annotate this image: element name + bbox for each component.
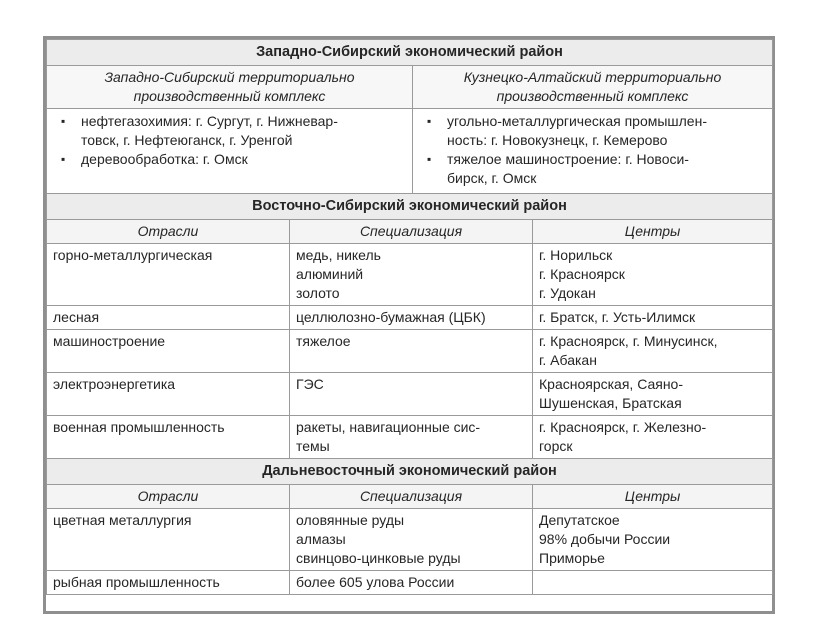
cell-line: г. Красноярск, г. Железно- [539,419,707,435]
cell-centers [533,416,773,459]
cell-line: Западно-Сибирский территориально [104,69,355,85]
cell-line: медь, никель [296,247,381,263]
table-row [47,509,773,571]
cell-line: алмазы [296,531,346,547]
cell-line: лесная [53,309,100,325]
complex-items-1 [413,109,773,194]
cell-branch [47,416,290,459]
cell-line: г. Абакан [539,352,597,368]
cell-spec [290,244,533,306]
cell-branch [47,509,290,571]
cell-line: целлюлозно-бумажная (ЦБК) [296,309,486,325]
cell-line: цветная металлургия [53,512,192,528]
table-row [47,373,773,416]
cell-line: производственный комплекс [496,88,689,104]
region-title-east-siberia: Восточно-Сибирский экономический район [47,194,773,220]
table-row [47,416,773,459]
complex-title-1 [413,66,773,109]
list-item [53,150,406,169]
table-row [47,571,773,595]
complex-item-list [419,112,766,188]
bullet-icon: ▪ [427,114,432,128]
cell-spec [290,330,533,373]
cell-line: нефтегазохимия: г. Сургут, г. Нижневар- [81,113,338,129]
column-header-1: Специализация [290,485,533,509]
cell-line: горск [539,438,573,454]
cell-line: машиностроение [53,333,166,349]
cell-centers [533,244,773,306]
cell-line: 98% добычи России [539,531,671,547]
complex-title-0 [47,66,413,109]
list-item-text [447,150,766,188]
table-row [47,244,773,306]
cell-line: Красноярская, Саяно- [539,376,684,392]
cell-line: Приморье [539,550,605,566]
table-row [47,306,773,330]
cell-line: г. Братск, г. Усть-Илимск [539,309,696,325]
cell-branch [47,244,290,306]
cell-line: Шушенская, Братская [539,395,682,411]
complex-items-0 [47,109,413,194]
cell-centers [533,571,773,595]
cell-line: г. Удокан [539,285,596,301]
region-title-far-east: Дальневосточный экономический район [47,459,773,485]
list-item-text [447,112,766,150]
region-title-west-siberia: Западно-Сибирский экономический район [47,40,773,66]
cell-line: золото [296,285,340,301]
cell-spec [290,416,533,459]
cell-centers [533,373,773,416]
cell-line: рыбная промышленность [53,574,220,590]
cell-line: бирск, г. Омск [447,170,537,186]
list-item-text [81,112,406,150]
cell-spec [290,571,533,595]
column-header-2: Центры [533,485,773,509]
cell-spec [290,306,533,330]
cell-branch [47,330,290,373]
list-item-text [81,150,406,169]
list-item [419,150,766,188]
cell-line: оловянные руды [296,512,405,528]
cell-line: темы [296,438,330,454]
cell-branch [47,306,290,330]
economic-regions-table-frame [43,36,775,614]
table-row [47,330,773,373]
cell-line [539,573,766,592]
cell-line: более 605 улова России [296,574,455,590]
cell-line: тяжелое машиностроение: г. Новоси- [447,151,689,167]
bullet-icon: ▪ [427,152,432,166]
cell-line: электроэнергетика [53,376,176,392]
cell-line: Кузнецко-Алтайский территориально [463,69,722,85]
cell-line: г. Красноярск, г. Минусинск, [539,333,718,349]
cell-line: военная промышленность [53,419,225,435]
cell-line: ГЭС [296,376,324,392]
cell-line: алюминий [296,266,364,282]
cell-centers [533,306,773,330]
cell-line: производственный комплекс [133,88,326,104]
cell-line: г. Красноярск [539,266,625,282]
cell-branch [47,571,290,595]
list-item [419,112,766,150]
cell-line: деревообработка: г. Омск [81,151,248,167]
list-item [53,112,406,150]
economic-regions-table [46,39,773,595]
column-header-0: Отрасли [47,485,290,509]
cell-line: г. Норильск [539,247,613,263]
cell-line: Депутатское [539,512,620,528]
column-header-0: Отрасли [47,220,290,244]
bullet-icon: ▪ [61,114,66,128]
cell-line: свинцово-цинковые руды [296,550,461,566]
cell-spec [290,509,533,571]
cell-line: угольно-металлургическая промышлен- [447,113,707,129]
cell-line: товск, г. Нефтеюганск, г. Уренгой [81,132,293,148]
cell-line: ракеты, навигационные сис- [296,419,481,435]
cell-line: горно-металлургическая [53,247,213,263]
cell-line: тяжелое [296,333,351,349]
cell-centers [533,509,773,571]
column-header-1: Специализация [290,220,533,244]
complex-item-list [53,112,406,169]
cell-spec [290,373,533,416]
cell-branch [47,373,290,416]
column-header-2: Центры [533,220,773,244]
cell-centers [533,330,773,373]
cell-line: ность: г. Новокузнецк, г. Кемерово [447,132,668,148]
bullet-icon: ▪ [61,152,66,166]
